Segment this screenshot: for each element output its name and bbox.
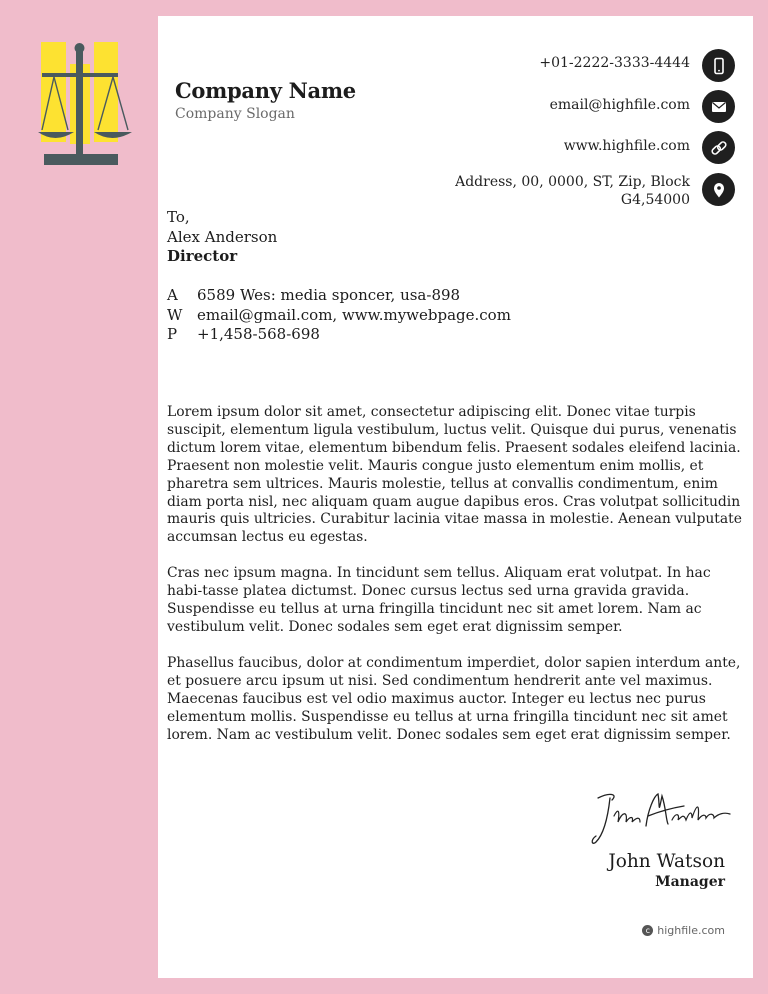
- contact-email[interactable]: email@highfile.com: [549, 97, 690, 113]
- detail-row-address: [167, 286, 511, 306]
- body-paragraph: Lorem ipsum dolor sit amet, consectetur adipiscing elit. Donec vitae turpis suscipit, elementum ligula vestibulum, luctus velit. Quisque dui purus, venenatis dictum lorem vitae, elementum bibendum felis. Praesent sodales eleifend lacinia. Praesent non molestie velit. Mauris congue justo elementum enim mollis, et pharetra sem ultrices. Mauris molestie, tellus at convallis condimentum, enim diam porta nisl, nec aliquam quam augue dapibus eros. Cras volutpat sollicitudin mauris quis ultricies. Curabitur lacinia vitae massa in molestie. Aenean vulputate accumsan lectus eu egestas.: [167, 404, 742, 546]
- copyright-icon: c: [642, 925, 653, 936]
- envelope-icon: [702, 90, 735, 123]
- recipient-block: [167, 208, 277, 267]
- location-pin-icon: [702, 173, 735, 206]
- company-block: [175, 78, 356, 122]
- link-icon: [702, 131, 735, 164]
- detail-value: +1,458-568-698: [197, 325, 320, 343]
- watermark: [642, 924, 725, 937]
- detail-key: A: [167, 286, 178, 304]
- recipient-name: Alex Anderson: [167, 227, 278, 246]
- signature: [588, 786, 738, 850]
- recipient-title: Director: [167, 247, 238, 265]
- recipient-details: [167, 286, 511, 345]
- letter-body: [167, 404, 745, 762]
- address-line-1: Address, 00, 0000, ST, Zip, Block: [455, 174, 690, 190]
- detail-value: 6589 Wes: media sponcer, usa-898: [197, 286, 461, 304]
- company-name: Company Name: [175, 78, 356, 103]
- detail-row-web: [167, 306, 511, 326]
- watermark-text: highfile.com: [657, 924, 725, 937]
- company-slogan: Company Slogan: [175, 106, 295, 122]
- detail-value: email@gmail.com, www.mywebpage.com: [197, 305, 511, 324]
- body-paragraph: Cras nec ipsum magna. In tincidunt sem tellus. Aliquam erat volutpat. In hac habi-tasse platea dictumst. Donec cursus lectus sed urna gravida gravida. Suspendisse eu tellus at urna fringilla tincidunt nec sit amet lorem. Nam ac vestibulum velit. Donec sodales sem eget erat dignissim semper.: [167, 565, 711, 635]
- detail-key: W: [167, 305, 183, 324]
- signer-name: John Watson: [608, 851, 725, 872]
- contact-address: [455, 173, 690, 209]
- address-line-2: G4,54000: [620, 192, 690, 208]
- phone-icon: [702, 49, 735, 82]
- signer-title: Manager: [655, 874, 725, 890]
- detail-key: P: [167, 325, 178, 343]
- body-paragraph: Phasellus faucibus, dolor at condimentum imperdiet, dolor sapien interdum ante, et posuere arcu ipsum ut nisi. Sed condimentum hendrerit ante vel maximus. Maecenas faucibus est vel odio maximus auctor. Integer eu lectus nec purus elementum mollis. Suspendisse eu tellus at urna fringilla tincidunt nec sit amet lorem. Nam ac vestibulum velit. Donec sodales sem eget erat dignissim semper.: [167, 654, 741, 743]
- detail-row-phone: [167, 325, 511, 345]
- scales-of-justice-icon: [36, 40, 134, 168]
- salutation: To,: [167, 208, 190, 226]
- contact-phone: +01-2222-3333-4444: [539, 55, 690, 71]
- contact-website[interactable]: www.highfile.com: [563, 138, 690, 154]
